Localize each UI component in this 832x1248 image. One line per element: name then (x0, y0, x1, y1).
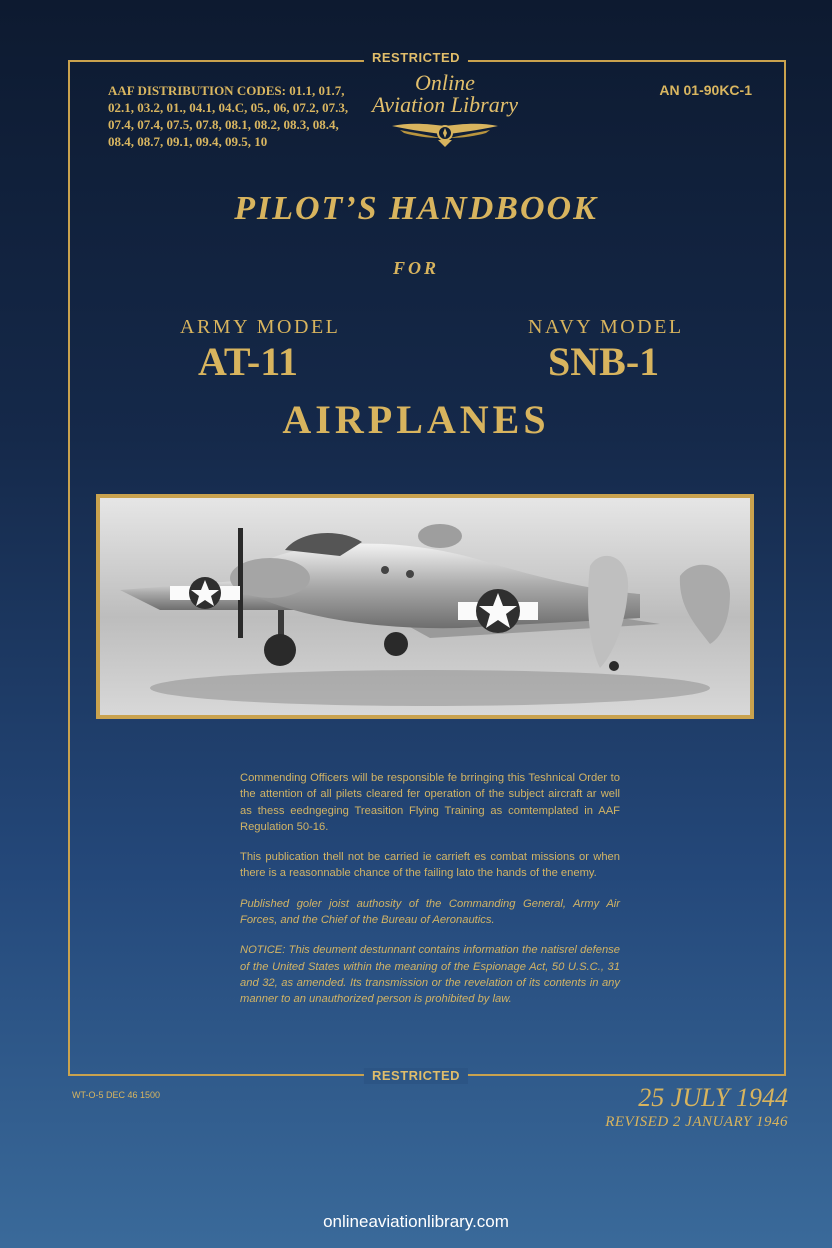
wings-emblem-icon (390, 118, 500, 148)
airplane-photo (96, 494, 754, 719)
restricted-top-label: RESTRICTED (364, 50, 468, 66)
notice-block (240, 770, 620, 1022)
navy-model-label: NAVY MODEL (528, 316, 684, 338)
handbook-title: PILOT’S HANDBOOK (234, 190, 598, 227)
an-document-code: AN 01-90KC-1 (659, 82, 752, 98)
army-model-id: AT-11 (198, 339, 299, 384)
airplanes-heading: AIRPLANES (282, 397, 550, 442)
publication-date: 25 JULY 1944 (638, 1083, 788, 1112)
title-for: FOR (392, 258, 439, 278)
navy-model-id: SNB-1 (548, 339, 660, 384)
website-url: onlineaviationlibrary.com (323, 1212, 509, 1231)
notice-commanding-officers: Commending Officers will be responsible fe brringing this Teshnical Order to the attention of all pilets cleared fer operation of the subject aircraft ar well as thess eedngeging Treasition Flying Training as comtemplated in AAF Regulation 50-16. (240, 772, 620, 833)
notice-published-authority: Published goler joist authosity of the Commanding General, Army Air Forces, and the Chief of the Bureau of Aeronautics. (240, 897, 620, 927)
restricted-bottom-label: RESTRICTED (364, 1068, 468, 1084)
notice-combat-missions: This publication thell not be carried ie carrieft es combat missions or when there is a reasonnable chance of the failing lato the hands of the enemy. (240, 851, 620, 880)
army-model-label: ARMY MODEL (180, 316, 341, 338)
revision-date: REVISED 2 JANUARY 1946 (605, 1114, 788, 1130)
notice-espionage-act: NOTICE: This deument destunnant contains information the natisrel defense of the United States within the meaning of the Espionage Act, 50 U.S.C., 31 and 32, as amended. Its transmission or the revelation of its contents in any manner to an unauthorized person is prohibited by law. (240, 944, 620, 1006)
twin-engine-airplane-illustration (100, 498, 750, 715)
distribution-codes: AAF DISTRIBUTION CODES: 01.1, 01.7, 02.1, 03.2, 01., 04.1, 04.C, 05., 06, 07.2, 07.3, 07.4, 07.4, 07.5, 07.8, 08.1, 08.2, 08.3, 08.4, 08.4, 08.7, 09.1, 09.4, 09.5, 10 (108, 83, 349, 149)
print-code: WT-O-5 DEC 46 1500 (72, 1090, 161, 1100)
logo-line-online: Online (415, 70, 475, 95)
online-aviation-library-logo (350, 72, 540, 148)
logo-line-aviation-library: Aviation Library (371, 92, 519, 117)
